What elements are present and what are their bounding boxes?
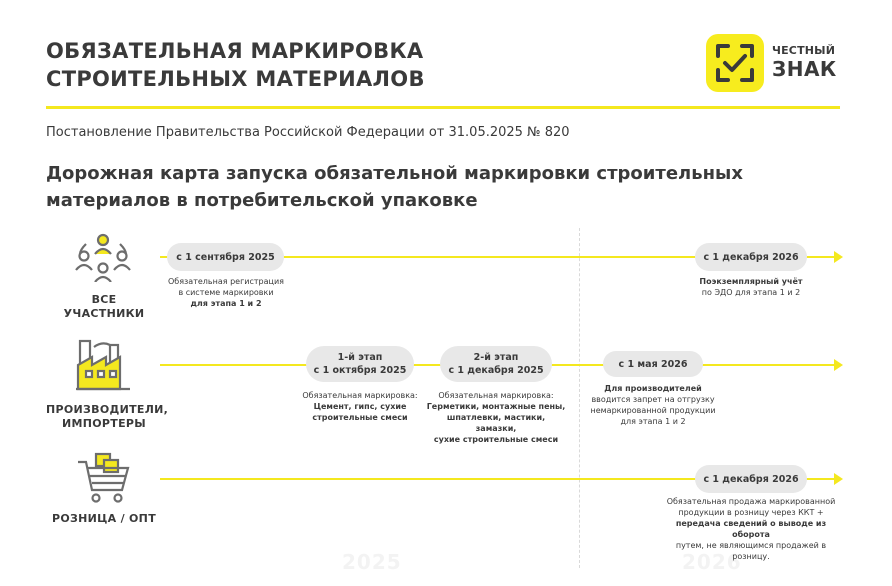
milestone-date: с 1 сентября 2025 bbox=[176, 251, 275, 263]
year-label-2025: 2025 bbox=[342, 550, 402, 574]
milestone-description bbox=[676, 276, 826, 298]
milestone-badge bbox=[167, 243, 284, 271]
milestone-badge bbox=[440, 346, 552, 382]
roadmap-subtitle bbox=[46, 160, 743, 214]
page-title bbox=[46, 37, 425, 93]
milestone-date: с 1 декабря 2026 bbox=[703, 251, 799, 263]
year-divider bbox=[579, 228, 580, 568]
factory-icon bbox=[74, 337, 134, 393]
desc-line: Поэкземплярный учёт bbox=[699, 277, 803, 286]
milestone-description bbox=[158, 276, 294, 309]
desc-line: вводится запрет на отгрузку bbox=[591, 395, 715, 404]
desc-line: немаркированной продукции bbox=[590, 406, 716, 415]
milestone-badge bbox=[695, 465, 807, 493]
timeline-arrow-retail bbox=[834, 473, 843, 485]
desc-line: передача сведений о выводе из оборота bbox=[675, 519, 827, 539]
header-divider bbox=[46, 106, 840, 109]
desc-line: Обязательная маркировка: bbox=[438, 391, 554, 400]
role-label-all: ВСЕ УЧАСТНИКИ bbox=[63, 293, 145, 320]
people-network-icon bbox=[72, 232, 134, 282]
desc-line: по ЭДО для этапа 1 и 2 bbox=[701, 288, 801, 297]
desc-line: путем, не являющимся продажей в розницу. bbox=[675, 541, 827, 561]
milestone-badge bbox=[306, 346, 414, 382]
milestone-date: с 1 октября 2025 bbox=[313, 365, 407, 376]
desc-line: для этапа 1 и 2 bbox=[620, 417, 686, 426]
year-label-2026: 2026 bbox=[682, 550, 742, 574]
subtitle-line-2: материалов в потребительской упаковке bbox=[46, 190, 478, 211]
decree-reference: Постановление Правительства Российской Федерации от 31.05.2025 № 820 bbox=[46, 125, 570, 140]
desc-line: Обязательная регистрация bbox=[168, 277, 284, 286]
role-label-line: ИМПОРТЕРЫ bbox=[62, 417, 146, 430]
title-line-1: ОБЯЗАТЕЛЬНАЯ МАРКИРОВКА bbox=[46, 39, 424, 63]
shopping-cart-icon bbox=[76, 452, 132, 504]
milestone-description bbox=[583, 383, 723, 427]
desc-line: Цемент, гипс, сухие bbox=[313, 402, 407, 411]
desc-line: Обязательная продажа маркированной bbox=[666, 497, 836, 506]
desc-line: в системе маркировки bbox=[178, 288, 274, 297]
desc-line: для этапа 1 и 2 bbox=[190, 299, 262, 308]
logo-word-2: ЗНАК bbox=[772, 57, 837, 81]
title-line-2: СТРОИТЕЛЬНЫХ МАТЕРИАЛОВ bbox=[46, 67, 425, 91]
desc-line: Для производителей bbox=[604, 384, 702, 393]
desc-line: Обязательная маркировка: bbox=[302, 391, 418, 400]
logo-word-1: ЧЕСТНЫЙ bbox=[772, 44, 836, 57]
desc-line: продукции в розницу через ККТ + bbox=[678, 508, 824, 517]
desc-line: сухие строительные смеси bbox=[433, 435, 559, 444]
milestone-date: с 1 декабря 2026 bbox=[703, 473, 799, 485]
milestone-badge bbox=[603, 351, 703, 377]
role-label-producers bbox=[46, 403, 169, 431]
desc-line: Герметики, монтажные пены, bbox=[426, 402, 566, 411]
desc-line: строительные смеси bbox=[312, 413, 408, 422]
milestone-date: с 1 декабря 2025 bbox=[448, 365, 544, 376]
milestone-stage: 2-й этап bbox=[473, 352, 519, 363]
timeline-arrow-producers bbox=[834, 359, 843, 371]
role-label-retail: РОЗНИЦА / ОПТ bbox=[52, 512, 156, 525]
chestny-znak-logo bbox=[706, 34, 846, 92]
milestone-stage: 1-й этап bbox=[337, 352, 383, 363]
milestone-description bbox=[292, 390, 428, 423]
milestone-badge bbox=[695, 243, 807, 271]
timeline-arrow-all bbox=[834, 251, 843, 263]
check-mark-icon bbox=[706, 34, 764, 92]
milestone-date: с 1 мая 2026 bbox=[618, 358, 688, 370]
role-label-line: ПРОИЗВОДИТЕЛИ, bbox=[46, 403, 169, 416]
subtitle-line-1: Дорожная карта запуска обязательной маркировки строительных bbox=[46, 163, 743, 184]
desc-line: шпатлевки, мастики, замазки, bbox=[446, 413, 546, 433]
milestone-description bbox=[656, 496, 846, 562]
milestone-description bbox=[426, 390, 566, 445]
